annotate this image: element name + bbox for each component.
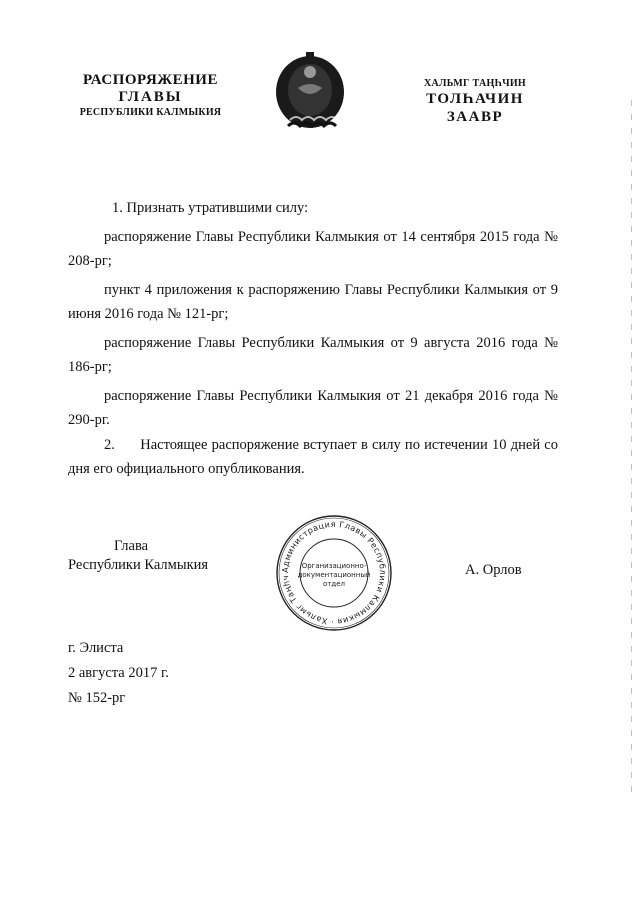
header-right-line3: ЗААВР — [446, 109, 504, 125]
item1-b: пункт 4 приложения к распоряжению Главы Республики Калмыкия от 9 июня 2016 года № 121-рг; — [68, 281, 558, 322]
footer-date: 2 августа 2017 г. — [68, 665, 169, 681]
document-body — [68, 196, 562, 482]
signature-title-line2: Республики Калмыкия — [68, 557, 209, 573]
item1-d: распоряжение Главы Республики Калмыкия от 21 декабря 2016 года № 290-рг. — [68, 387, 558, 428]
item1-a: распоряжение Главы Республики Калмыкия от 14 сентября 2015 года № 208-рг; — [68, 228, 558, 269]
item1-c: распоряжение Главы Республики Калмыкия от 9 августа 2016 года № 186-рг; — [68, 334, 558, 375]
footer-city: г. Элиста — [68, 640, 124, 656]
item1-intro: 1. Признать утратившими силу: — [112, 200, 309, 216]
header-left-title: РАСПОРЯЖЕНИЕ — [83, 72, 218, 88]
kalmykia-emblem-icon — [270, 50, 350, 140]
stamp-inner-line2: документационный — [297, 571, 371, 579]
official-stamp — [275, 514, 393, 632]
header-right-block — [415, 78, 535, 126]
signature-title — [68, 537, 228, 575]
header-right-line2: ТОЛҺАЧИН — [426, 91, 524, 107]
item2: 2. Настоящее распоряжение вступает в силу по истечении 10 дней со дня его официального опубликования. — [68, 436, 562, 477]
header-right-line1: ХАЛЬМГ ТАҢҺЧИН — [423, 78, 526, 89]
stamp-inner-line3: отдел — [323, 580, 345, 588]
header-left-block — [68, 72, 233, 118]
header-left-republic: РЕСПУБЛИКИ КАЛМЫКИЯ — [79, 106, 222, 118]
stamp-inner-line1: Организационно- — [301, 562, 367, 570]
header-left-subtitle: ГЛАВЫ — [118, 89, 183, 106]
stamp-outer-text: Администрация Главы Республики Калмыкия · Хальмг Таңһч — [279, 518, 389, 628]
document-footer — [68, 636, 169, 711]
signatory-name: А. Орлов — [465, 562, 522, 578]
signature-title-line1: Глава — [114, 538, 149, 554]
footer-number: № 152-рг — [68, 690, 126, 706]
scan-edge-line — [631, 100, 632, 800]
